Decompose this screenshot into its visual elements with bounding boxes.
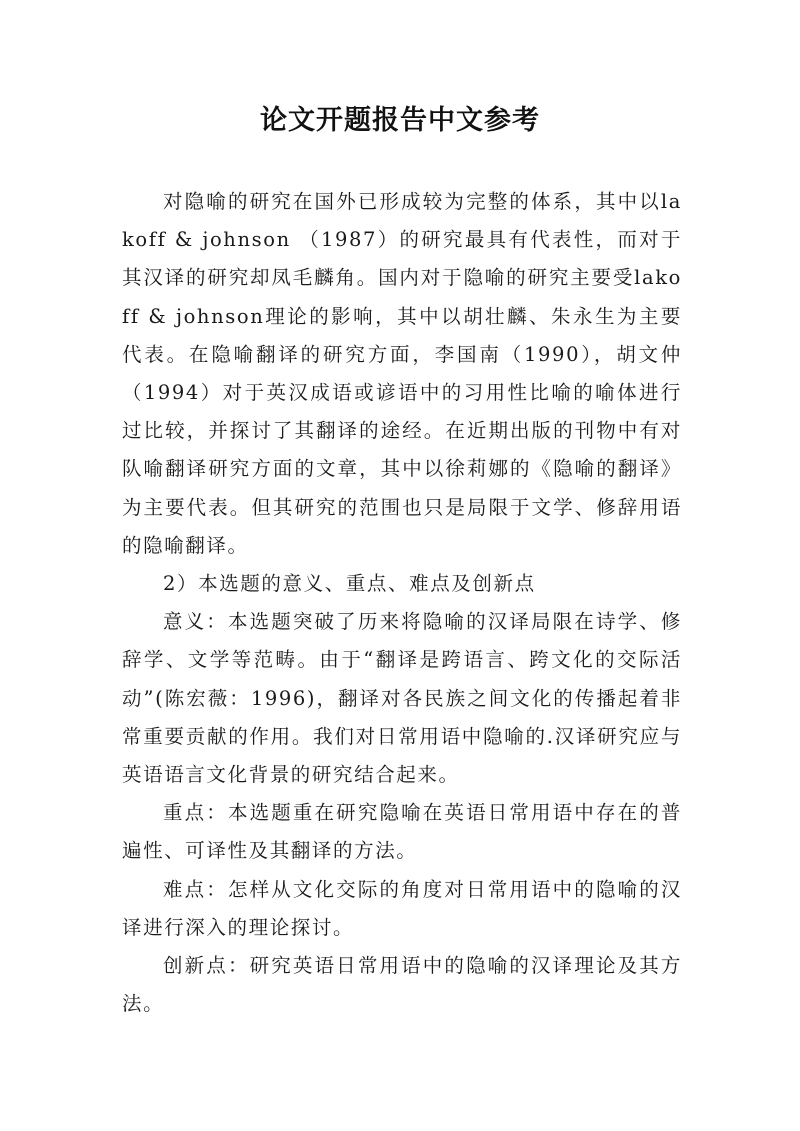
paragraph-innovation: 创新点：研究英语日常用语中的隐喻的汉译理论及其方法。	[122, 954, 682, 1016]
document-title: 论文开题报告中文参考	[260, 105, 540, 136]
paragraph-difficulties: 难点：怎样从文化交际的角度对日常用语中的隐喻的汉译进行深入的理论探讨。	[122, 877, 682, 939]
paragraph-key-points: 重点：本选题重在研究隐喻在英语日常用语中存在的普遍性、可译性及其翻译的方法。	[122, 801, 682, 863]
paragraph-significance: 意义：本选题突破了历来将隐喻的汉译局限在诗学、修辞学、文学等范畴。由于“翻译是跨语言、跨文化的交际活动”(陈宏薇：1996)，翻译对各民族之间文化的传播起着非常重要贡献的作用。我们对日常用语中隐喻的.汉译研究应与英语语言文化背景的研究结合起来。	[122, 610, 682, 787]
paragraph-section-heading: 2）本选题的意义、重点、难点及创新点	[163, 572, 536, 596]
paragraph-literature-review: 对隐喻的研究在国外已形成较为完整的体系，其中以lakoff & johnson （1987）的研究最具有代表性，而对于其汉译的研究却凤毛麟角。国内对于隐喻的研究主要受lakoff & johnson理论的影响，其中以胡壮麟、朱永生为主要代表。在隐喻翻译的研究方面，李国南（1990），胡文仲（1994）对于英汉成语或谚语中的习用性比喻的喻体进行过比较，并探讨了其翻译的途经。在近期出版的刊物中有对队喻翻译研究方面的文章，其中以徐莉娜的《隐喻的翻译》为主要代表。但其研究的范围也只是局限于文学、修辞用语的隐喻翻译。	[122, 190, 682, 557]
document-body	[122, 183, 682, 1023]
